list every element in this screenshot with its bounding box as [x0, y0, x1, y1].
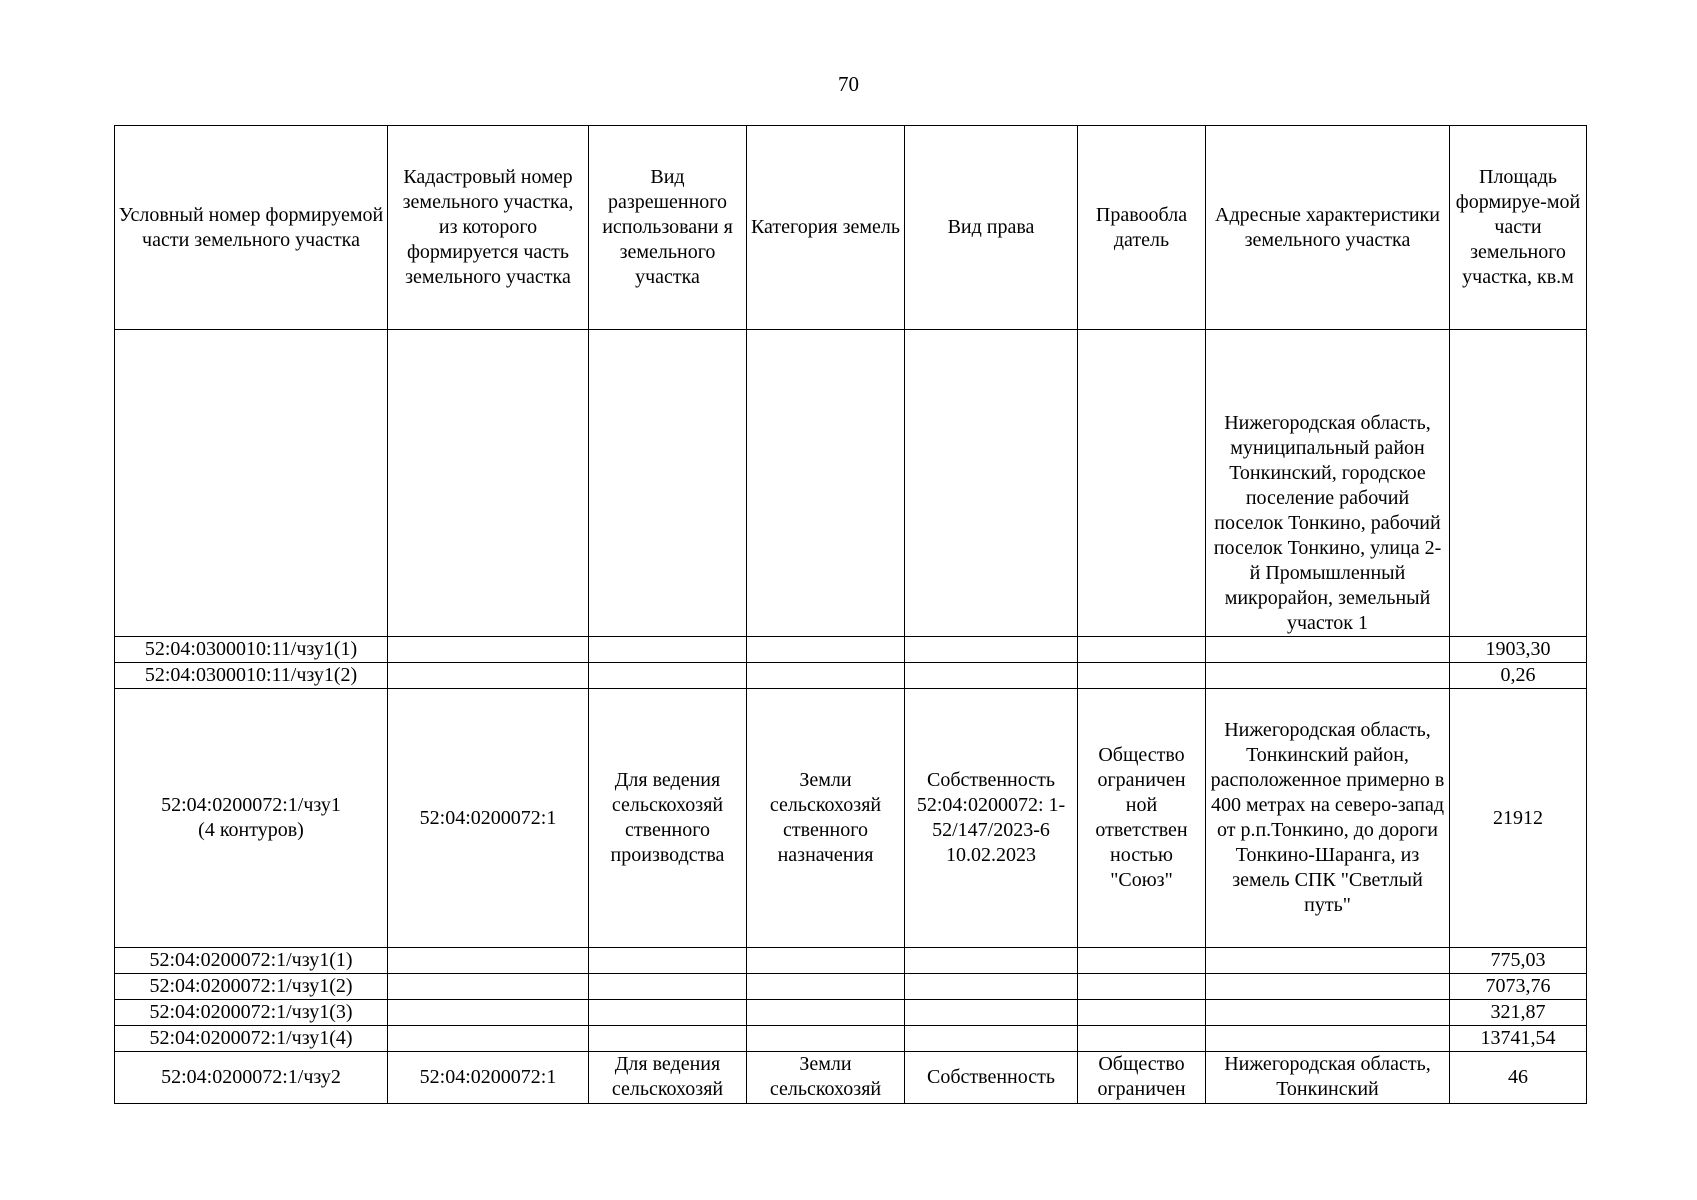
area-cell: 21912: [1450, 689, 1587, 948]
table-row: [115, 1026, 1587, 1052]
permitted-use-cell: Для ведения сельскохозяй: [589, 1052, 747, 1104]
table-row: [115, 689, 1587, 948]
cadastral-cell: 52:04:0200072:1: [388, 689, 589, 948]
contour-count: (4 контуров): [198, 819, 304, 841]
area-cell: 775,03: [1450, 948, 1587, 974]
table-row: [115, 1052, 1587, 1104]
header-permitted-use: Вид разрешенного использовани я земельного участка: [589, 126, 747, 330]
header-conditional-number: Условный номер формируемой части земельного участка: [115, 126, 388, 330]
land-category-cell: Земли сельскохозяй ственного назначения: [747, 689, 905, 948]
part-id-cell: 52:04:0200072:1/чзу1(1): [115, 948, 388, 974]
owner-cell: Общество ограничен: [1078, 1052, 1206, 1104]
header-owner: Правообла датель: [1078, 126, 1206, 330]
table-row: [115, 974, 1587, 1000]
part-id-cell: 52:04:0200072:1/чзу1(3): [115, 1000, 388, 1026]
address-cell: Нижегородская область, Тонкинский район, расположенное примерно в 400 метрах на северо-запад от р.п.Тонкино, до дороги Тонкино-Шаранга, из земель СПК "Светлый путь": [1206, 689, 1450, 948]
part-id-cell: [115, 689, 388, 948]
address-cell: Нижегородская область, Тонкинский: [1206, 1052, 1450, 1104]
part-id-cell: 52:04:0200072:1/чзу1(2): [115, 974, 388, 1000]
header-area: Площадь формируе-мой части земельного участка, кв.м: [1450, 126, 1587, 330]
permitted-use-cell: Для ведения сельскохозяй ственного производства: [589, 689, 747, 948]
land-parcels-table: [114, 125, 1587, 1104]
area-cell: 1903,30: [1450, 637, 1587, 663]
area-cell: 13741,54: [1450, 1026, 1587, 1052]
table-row: [115, 637, 1587, 663]
area-cell: 46: [1450, 1052, 1587, 1104]
area-cell: 7073,76: [1450, 974, 1587, 1000]
header-address: Адресные характеристики земельного участка: [1206, 126, 1450, 330]
part-id-cell: 52:04:0300010:11/чзу1(1): [115, 637, 388, 663]
land-category-cell: Земли сельскохозяй: [747, 1052, 905, 1104]
page-number: 70: [838, 72, 859, 96]
area-cell: 0,26: [1450, 663, 1587, 689]
table-row: [115, 1000, 1587, 1026]
part-id-cell: 52:04:0200072:1/чзу1(4): [115, 1026, 388, 1052]
address-cell: Нижегородская область, муниципальный район Тонкинский, городское поселение рабочий поселок Тонкино, рабочий поселок Тонкино, улица 2-й Промышленный микрорайон, земельный участок 1: [1206, 330, 1450, 637]
table-row: [115, 330, 1587, 637]
area-cell: 321,87: [1450, 1000, 1587, 1026]
right-type-cell: Собственность 52:04:0200072: 1-52/147/2023-6 10.02.2023: [905, 689, 1078, 948]
header-cadastral-number: Кадастровый номер земельного участка, из которого формируется часть земельного участка: [388, 126, 589, 330]
part-id-cell: 52:04:0200072:1/чзу2: [115, 1052, 388, 1104]
cadastral-cell: 52:04:0200072:1: [388, 1052, 589, 1104]
part-id-cell: 52:04:0300010:11/чзу1(2): [115, 663, 388, 689]
table-row: [115, 663, 1587, 689]
table-row: [115, 948, 1587, 974]
owner-cell: Общество ограничен ной ответствен ностью "Союз": [1078, 689, 1206, 948]
right-type-cell: Собственность: [905, 1052, 1078, 1104]
table-header-row: [115, 126, 1587, 330]
part-id: 52:04:0200072:1/чзу1: [161, 794, 341, 816]
header-right-type: Вид права: [905, 126, 1078, 330]
header-land-category: Категория земель: [747, 126, 905, 330]
